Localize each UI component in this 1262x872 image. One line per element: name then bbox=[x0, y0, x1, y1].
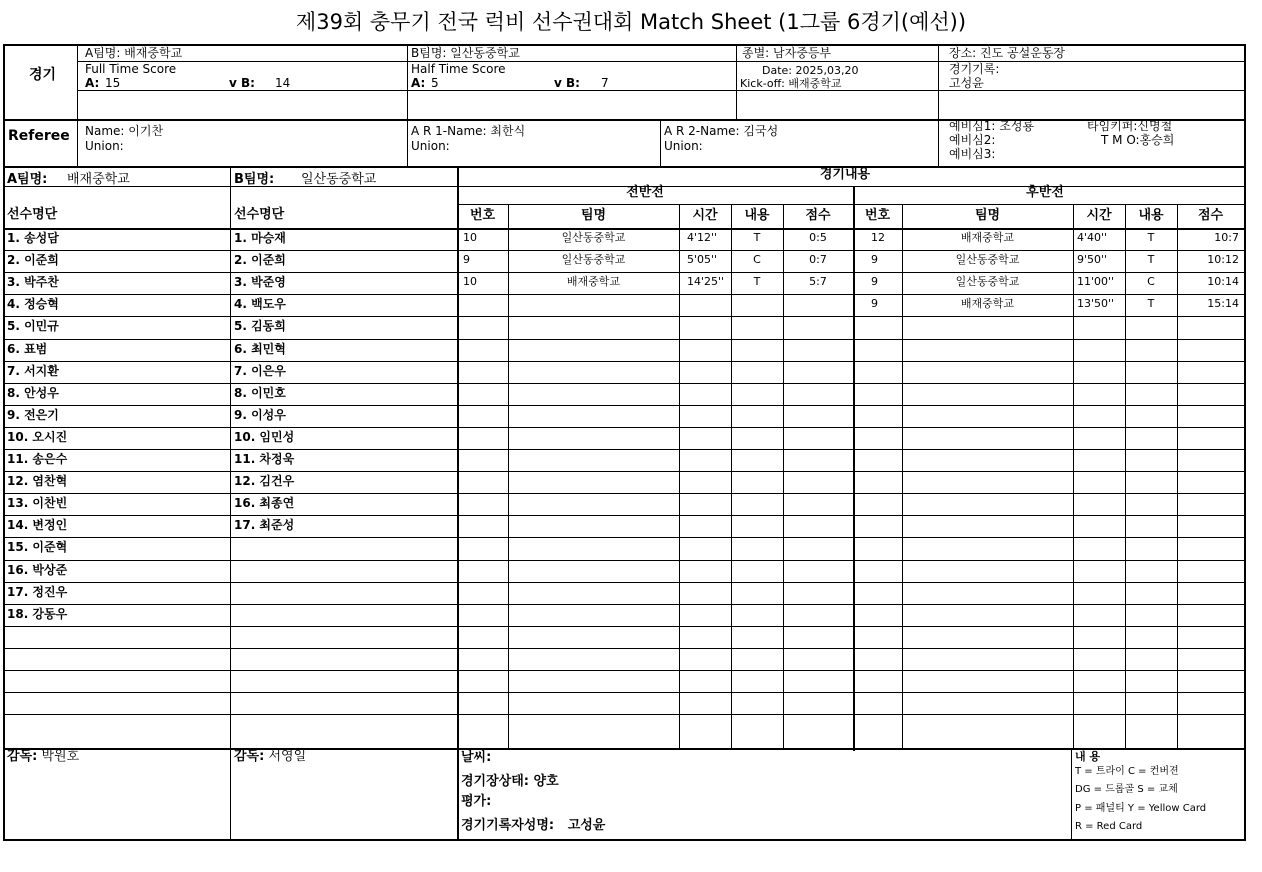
first-half-event-score: 5:7 bbox=[809, 275, 827, 289]
first-half-col-content: 내용 bbox=[744, 207, 770, 223]
first-half-event-score: 0:7 bbox=[809, 253, 827, 267]
roster-b-player: 7. 이은우 bbox=[234, 363, 286, 378]
second-half-col-no: 번호 bbox=[864, 207, 891, 223]
legend-title: 내 용 bbox=[1075, 750, 1101, 763]
venue: 장소: 진도 공설운동장 bbox=[949, 46, 1066, 60]
roster-b-player: 2. 이준희 bbox=[234, 253, 286, 268]
first-half-event-no: 10 bbox=[463, 275, 477, 289]
referee-name: Name: 이기찬 bbox=[85, 124, 164, 138]
second-half-event-time: 4'40'' bbox=[1077, 231, 1108, 244]
second-half-event-score: 10:12 bbox=[1207, 253, 1239, 267]
second-half-event-score: 10:14 bbox=[1207, 275, 1239, 289]
halftime-b-prefix: v B: bbox=[554, 76, 580, 90]
second-half-event-time: 9'50'' bbox=[1077, 253, 1108, 267]
roster-b-player: 5. 김동희 bbox=[234, 319, 286, 334]
writer-value: 고성윤 bbox=[567, 818, 606, 833]
team-b-header-name: 일산동중학교 bbox=[301, 172, 377, 187]
writer-label: 경기기록자성명: bbox=[461, 818, 555, 833]
fulltime-a-prefix: A: bbox=[85, 76, 100, 90]
category: 종별: 남자중등부 bbox=[742, 46, 832, 60]
first-half-event-no: 9 bbox=[463, 253, 470, 267]
second-half-event-content: T bbox=[1147, 253, 1155, 267]
ar1-name: A R 1-Name: 최한식 bbox=[411, 124, 526, 138]
legend-line-1: T = 트라이 C = 컨버젼 bbox=[1075, 766, 1179, 777]
second-half-event-content: T bbox=[1147, 231, 1155, 244]
legend-line-4: R = Red Card bbox=[1075, 821, 1143, 832]
fulltime-label: Full Time Score bbox=[85, 62, 177, 76]
roster-a-player: 3. 박주찬 bbox=[7, 275, 59, 290]
record-writer bbox=[461, 819, 605, 833]
roster-a-player: 15. 이준혁 bbox=[7, 540, 68, 555]
roster-b-player: 1. 마승재 bbox=[234, 231, 286, 245]
second-half-event-content: T bbox=[1147, 297, 1155, 311]
coach-a-label: 감독: bbox=[7, 749, 38, 764]
second-half-event-team: 배재중학교 bbox=[960, 231, 1015, 244]
kickoff: Kick-off: 배재중학교 bbox=[740, 77, 842, 90]
coach-b-name: 서영일 bbox=[268, 749, 307, 764]
ar2-union: Union: bbox=[664, 139, 703, 153]
coach-b bbox=[234, 750, 306, 764]
roster-a-player: 16. 박상준 bbox=[7, 562, 68, 577]
second-half-event-team: 배재중학교 bbox=[960, 297, 1015, 311]
game-label: 경기 bbox=[29, 67, 57, 83]
second-half-col-time: 시간 bbox=[1086, 207, 1112, 223]
match-date: Date: 2025,03,20 bbox=[762, 64, 859, 77]
roster-a-player: 5. 이민규 bbox=[7, 319, 59, 334]
roster-b-player: 11. 차정욱 bbox=[234, 452, 295, 466]
reserve-referee-3: 예비심3: bbox=[949, 147, 996, 161]
legend-line-3: P = 패널티 Y = Yellow Card bbox=[1075, 803, 1207, 814]
second-half-event-team: 일산동중학교 bbox=[955, 275, 1020, 289]
evaluation: 평가: bbox=[461, 794, 492, 809]
roster-a-player: 2. 이준희 bbox=[7, 253, 59, 268]
match-content-title: 경기내용 bbox=[819, 167, 871, 182]
roster-a-player: 12. 염찬혁 bbox=[7, 474, 68, 489]
roster-header-a: 선수명단 bbox=[7, 207, 58, 222]
roster-b-player: 8. 이민호 bbox=[234, 385, 286, 400]
second-half-col-score: 점수 bbox=[1197, 207, 1224, 223]
team-b-label: B팀명: 일산동중학교 bbox=[411, 46, 520, 60]
fulltime-b-prefix: v B: bbox=[229, 76, 255, 90]
first-half-col-score: 점수 bbox=[805, 207, 831, 223]
second-half-event-no: 9 bbox=[871, 253, 878, 267]
second-half-event-no: 9 bbox=[871, 275, 878, 289]
roster-b-player: 12. 김건우 bbox=[234, 474, 295, 489]
ar2-name: A R 2-Name: 김국성 bbox=[664, 124, 779, 138]
referee-union: Union: bbox=[85, 139, 124, 153]
second-half-event-no: 9 bbox=[871, 297, 878, 311]
field-value: 양호 bbox=[533, 774, 559, 789]
weather: 날씨: bbox=[461, 750, 492, 765]
roster-a-player: 4. 정승혁 bbox=[7, 297, 59, 312]
first-half-event-team: 일산동중학교 bbox=[561, 253, 626, 267]
roster-header-b: 선수명단 bbox=[234, 207, 285, 222]
roster-b-player: 16. 최종연 bbox=[234, 496, 295, 511]
fulltime-a-value: 15 bbox=[105, 76, 121, 90]
first-half-col-team: 팀명 bbox=[580, 207, 607, 223]
halftime-label: Half Time Score bbox=[411, 62, 506, 76]
timekeeper: 타임키퍼:신명철 bbox=[1087, 119, 1173, 133]
first-half-event-team: 배재중학교 bbox=[566, 275, 621, 289]
match-sheet bbox=[3, 44, 1246, 841]
roster-a-player: 1. 송성담 bbox=[7, 231, 59, 245]
roster-a-player: 9. 전은기 bbox=[7, 407, 59, 422]
first-half-col-time: 시간 bbox=[692, 207, 718, 223]
roster-a-player: 7. 서지환 bbox=[7, 363, 59, 378]
coach-a-name: 박원호 bbox=[41, 749, 80, 764]
first-half-event-content: C bbox=[753, 253, 761, 267]
reserve-referee-1: 예비심1: 조성룡 bbox=[949, 119, 1035, 133]
coach-a bbox=[7, 750, 79, 764]
recorder-label: 경기기록: bbox=[949, 62, 1000, 76]
field-condition bbox=[461, 775, 559, 789]
fulltime-b-value: 14 bbox=[275, 76, 291, 90]
first-half-event-score: 0:5 bbox=[809, 231, 827, 244]
roster-a-player: 14. 변정인 bbox=[7, 518, 68, 533]
team-a-header-name: 배재중학교 bbox=[67, 172, 130, 187]
first-half-event-no: 10 bbox=[463, 231, 477, 244]
tmo: T M O:홍승희 bbox=[1101, 133, 1175, 147]
team-a-label: A팀명: 배재중학교 bbox=[85, 46, 183, 60]
roster-a-player: 13. 이찬빈 bbox=[7, 496, 68, 511]
first-half-event-time: 14'25'' bbox=[687, 275, 725, 289]
roster-b-player: 4. 백도우 bbox=[234, 297, 286, 312]
field-label: 경기장상태: bbox=[461, 774, 529, 789]
recorder-name: 고성윤 bbox=[949, 76, 984, 90]
second-half-event-score: 15:14 bbox=[1207, 297, 1239, 311]
roster-a-player: 10. 오시진 bbox=[7, 429, 68, 444]
first-half-event-team: 일산동중학교 bbox=[561, 231, 626, 244]
second-half-event-team: 일산동중학교 bbox=[955, 253, 1020, 267]
second-half-event-score: 10:7 bbox=[1214, 231, 1239, 244]
team-b-header-label: B팀명: bbox=[234, 172, 275, 187]
referee-label: Referee bbox=[8, 128, 70, 144]
halftime-a-prefix: A: bbox=[411, 76, 426, 90]
first-half-event-content: T bbox=[753, 231, 761, 244]
second-half-col-team: 팀명 bbox=[974, 207, 1001, 223]
reserve-referee-2: 예비심2: bbox=[949, 133, 996, 147]
second-half-event-time: 11'00'' bbox=[1077, 275, 1115, 289]
first-half-event-content: T bbox=[753, 275, 761, 289]
roster-a-player: 8. 안성우 bbox=[7, 385, 59, 400]
team-a-header-label: A팀명: bbox=[7, 172, 48, 187]
halftime-b-value: 7 bbox=[601, 76, 609, 90]
roster-a-player: 17. 정진우 bbox=[7, 584, 68, 599]
roster-a-player: 6. 표범 bbox=[7, 341, 48, 356]
second-half-title: 후반전 bbox=[1026, 185, 1064, 200]
roster-b-player: 9. 이성우 bbox=[234, 407, 286, 422]
coach-b-label: 감독: bbox=[234, 749, 265, 764]
roster-b-player: 6. 최민혁 bbox=[234, 341, 286, 356]
first-half-col-no: 번호 bbox=[469, 207, 496, 223]
roster-b-player: 3. 박준영 bbox=[234, 275, 286, 290]
roster-a-player: 18. 강동우 bbox=[7, 606, 68, 621]
first-half-event-time: 5'05'' bbox=[687, 253, 718, 267]
second-half-event-time: 13'50'' bbox=[1077, 297, 1115, 311]
first-half-title: 전반전 bbox=[626, 185, 664, 200]
page-title: 제39회 충무기 전국 럭비 선수권대회 Match Sheet (1그룹 6경기(예선)) bbox=[295, 10, 967, 34]
second-half-col-content: 내용 bbox=[1138, 207, 1164, 223]
halftime-a-value: 5 bbox=[431, 76, 439, 90]
ar1-union: Union: bbox=[411, 139, 450, 153]
second-half-event-content: C bbox=[1147, 275, 1155, 289]
roster-b-player: 17. 최준성 bbox=[234, 518, 295, 533]
first-half-event-time: 4'12'' bbox=[687, 231, 718, 244]
roster-a-player: 11. 송은수 bbox=[7, 452, 68, 466]
second-half-event-no: 12 bbox=[871, 231, 885, 244]
legend-line-2: DG = 드롭골 S = 교체 bbox=[1075, 784, 1178, 795]
roster-b-player: 10. 임민성 bbox=[234, 429, 295, 444]
